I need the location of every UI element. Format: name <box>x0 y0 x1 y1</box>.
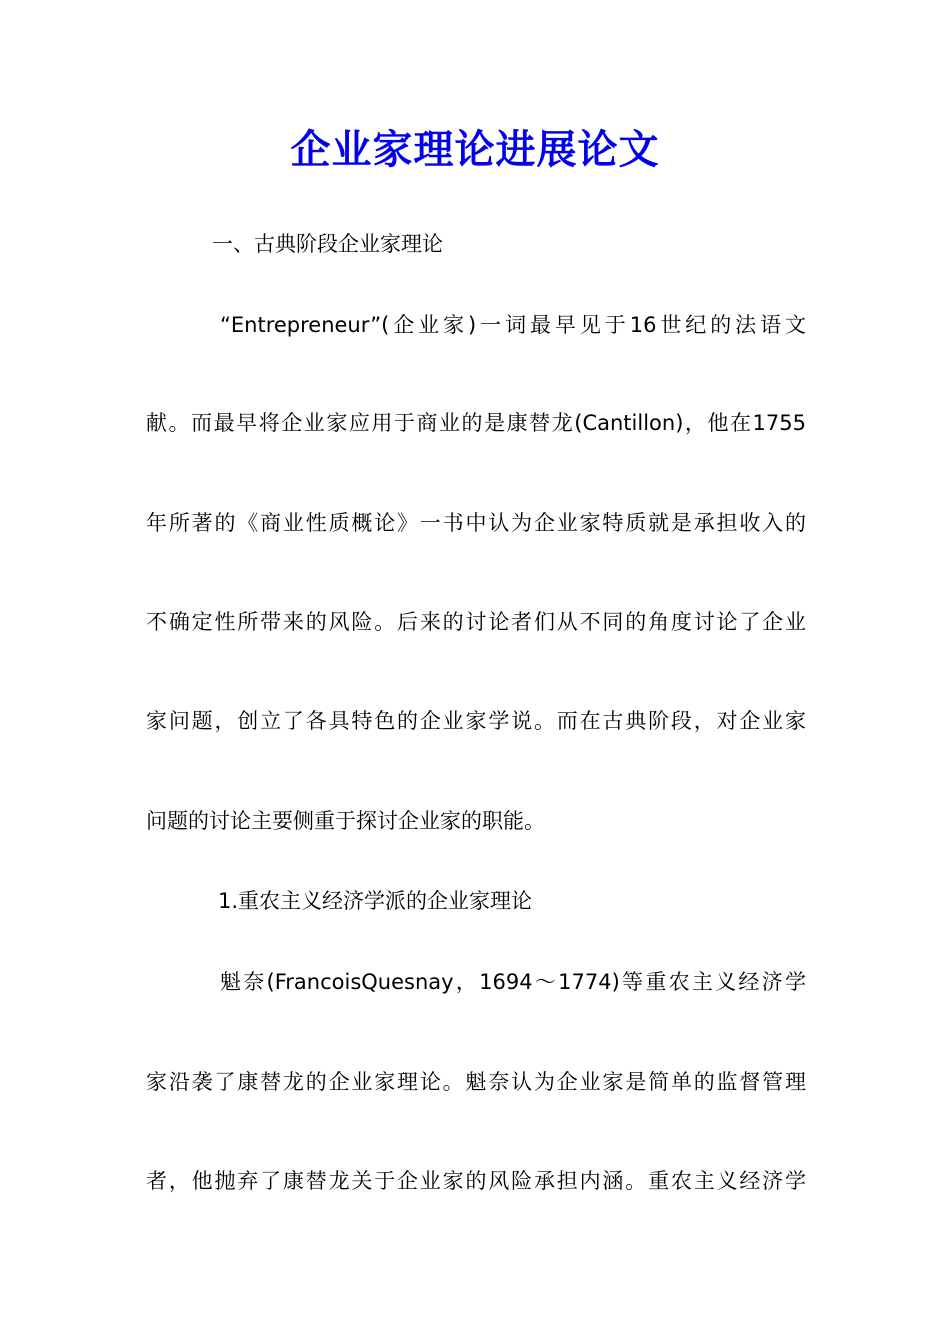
paragraph-line: 家问题，创立了各具特色的企业家学说。而在古典阶段，对企业家 <box>146 709 806 733</box>
document-title: 企业家理论进展论文 <box>290 126 660 173</box>
section-heading: 一、古典阶段企业家理论 <box>212 232 443 256</box>
subsection-heading: 1.重农主义经济学派的企业家理论 <box>218 889 533 913</box>
paragraph-line: 问题的讨论主要侧重于探讨企业家的职能。 <box>146 809 545 833</box>
paragraph-line: 年所著的《商业性质概论》一书中认为企业家特质就是承担收入的 <box>146 511 806 535</box>
paragraph-line: 不确定性所带来的风险。后来的讨论者们从不同的角度讨论了企业 <box>146 610 806 634</box>
paragraph-line: 献。而最早将企业家应用于商业的是康替龙(Cantillon)，他在1755 <box>146 411 806 435</box>
paragraph-line: “Entrepreneur”(企业家)一词最早见于16世纪的法语文 <box>220 313 806 337</box>
paragraph-line: 家沿袭了康替龙的企业家理论。魁奈认为企业家是简单的监督管理 <box>146 1070 806 1094</box>
paragraph-line: 魁奈(FrancoisQuesnay，1694～1774)等重农主义经济学 <box>220 970 806 994</box>
paragraph-line: 者，他抛弃了康替龙关于企业家的风险承担内涵。重农主义经济学 <box>146 1169 806 1193</box>
